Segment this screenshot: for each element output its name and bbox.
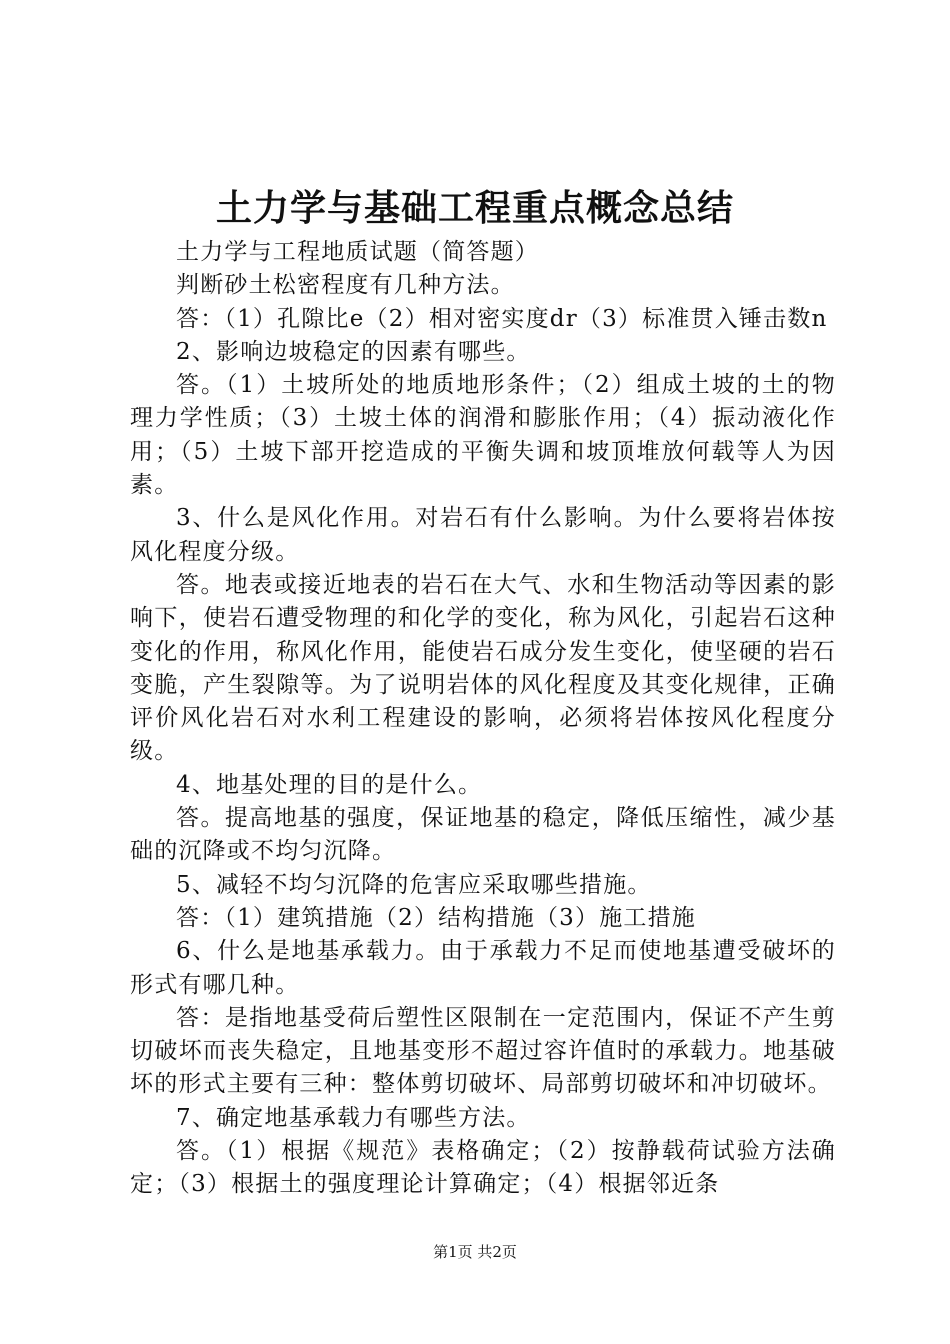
answer-6: 答：是指地基受荷后塑性区限制在一定范围内，保证不产生剪切破坏而丧失稳定，且地基变形不超过容许值时的承载力。地基破坏的形式主要有三种：整体剪切破坏、局部剪切破坏和冲切破坏。 [130, 1004, 836, 1098]
question-7: 7、确定地基承载力有哪些方法。 [176, 1104, 531, 1131]
question-4: 4、地基处理的目的是什么。 [176, 771, 483, 798]
question-5: 5、减轻不均匀沉降的危害应采取哪些措施。 [176, 871, 652, 898]
answer-5: 答：（1）建筑措施（2）结构措施（3）施工措施 [176, 904, 696, 931]
answer-4: 答。提高地基的强度，保证地基的稳定，降低压缩性，减少基础的沉降或不均匀沉降。 [130, 805, 836, 865]
question-6: 6、什么是地基承载力。由于承载力不足而使地基遭受破坏的形式有哪几种。 [130, 938, 836, 998]
answer-3: 答。地表或接近地表的岩石在大气、水和生物活动等因素的影响下，使岩石遭受物理的和化学的变化，称为风化，引起岩石这种变化的作用，称风化作用，能使岩石成分发生变化，使坚硬的岩石变脆，产生裂隙等。为了说明岩体的风化程度及其变化规律，正确评价风化岩石对水利工程建设的影响，必须将岩体按风化程度分级。 [130, 571, 836, 765]
answer-2: 答。（1）土坡所处的地质地形条件；（2）组成土坡的土的物理力学性质；（3）土坡土体的润滑和膨胀作用；（4）振动液化作用；（5）土坡下部开挖造成的平衡失调和坡顶堆放何载等人为因素。 [130, 372, 836, 499]
question-1: 判断砂土松密程度有几种方法。 [176, 272, 515, 299]
answer-7: 答。（1）根据《规范》表格确定；（2）按静载荷试验方法确定；（3）根据土的强度理论计算确定；（4）根据邻近条 [130, 1138, 836, 1198]
question-3: 3、什么是风化作用。对岩石有什么影响。为什么要将岩体按风化程度分级。 [130, 505, 836, 565]
document-body [130, 236, 836, 1202]
document-title: 土力学与基础工程重点概念总结 [215, 187, 734, 229]
page-footer: 第1页 共2页 [433, 1243, 517, 1261]
paragraph-heading: 土力学与工程地质试题（简答题） [176, 239, 539, 265]
question-2: 2、影响边坡稳定的因素有哪些。 [176, 338, 531, 365]
answer-1: 答：（1）孔隙比e（2）相对密实度dr（3）标准贯入锤击数n [176, 305, 828, 332]
